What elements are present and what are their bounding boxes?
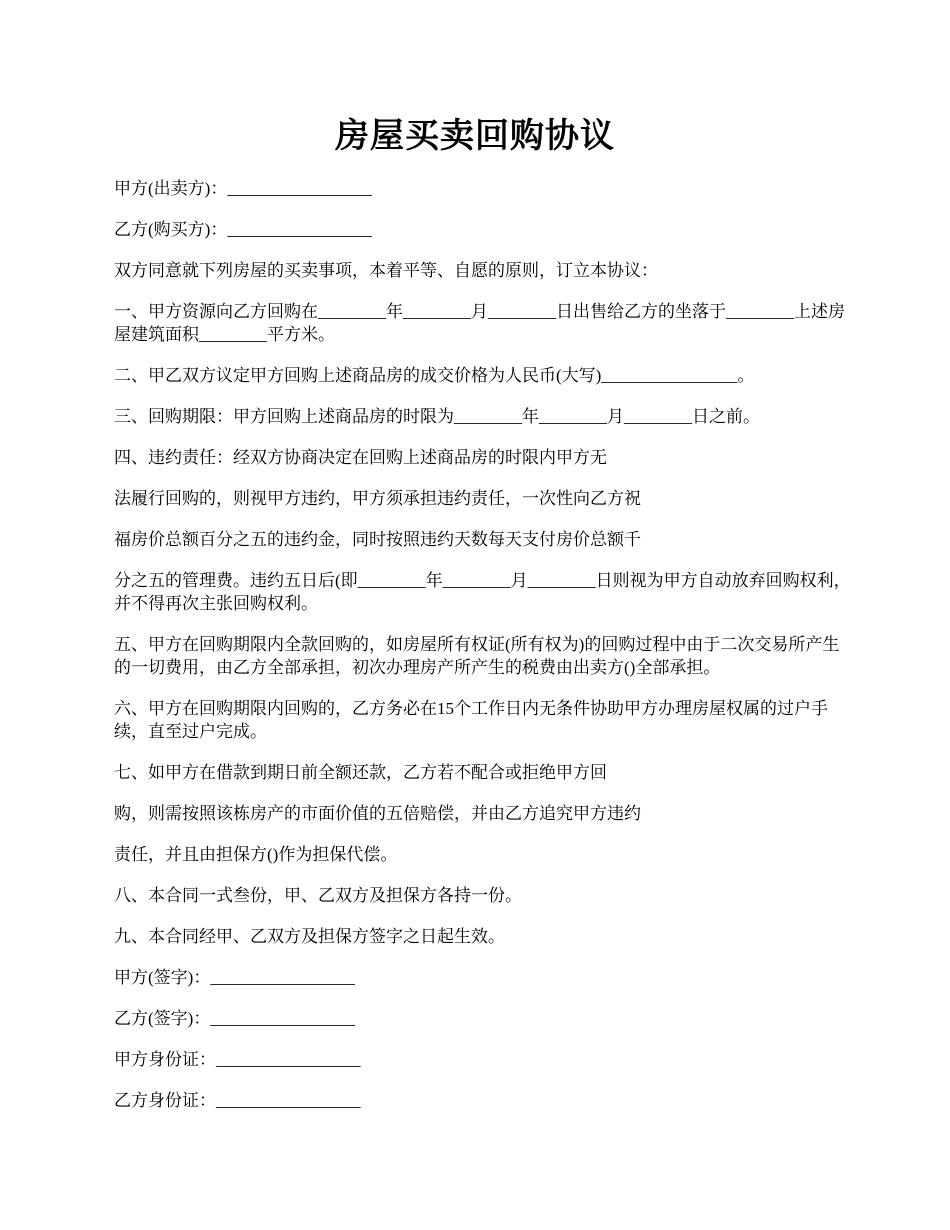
seller-line: 甲方(出卖方)：_________________	[114, 179, 372, 198]
clause-4-line-2: 法履行回购的，则视甲方违约，甲方须承担违约责任，一次性向乙方祝	[114, 489, 641, 508]
party-a-signature-line: 甲方(签字)：_________________	[114, 968, 355, 987]
intro-paragraph: 双方同意就下列房屋的买卖事项，本着平等、自愿的原则，订立本协议：	[114, 261, 658, 280]
document-body	[114, 177, 854, 1130]
clause-4-line-1: 四、违约责任：经双方协商决定在回购上述商品房的时限内甲方无	[114, 448, 607, 467]
clause-1: 一、甲方资源向乙方回购在________年________月________日出售给乙方的坐落于________上述房屋建筑面积________平方米。	[114, 302, 845, 344]
party-b-signature-line: 乙方(签字)：_________________	[114, 1009, 355, 1028]
party-b-id-line: 乙方身份证：_________________	[114, 1091, 361, 1110]
party-a-id-line: 甲方身份证：_________________	[114, 1050, 361, 1069]
buyer-line: 乙方(购买方)：_________________	[114, 220, 372, 239]
clause-7-line-3: 责任，并且由担保方()作为担保代偿。	[114, 845, 398, 864]
clause-2: 二、甲乙双方议定甲方回购上述商品房的成交价格为人民币(大写)________________。	[114, 366, 755, 385]
clause-9: 九、本合同经甲、乙双方及担保方签字之日起生效。	[114, 927, 505, 946]
document-title: 房屋买卖回购协议	[335, 118, 615, 155]
clause-5: 五、甲方在回购期限内全款回购的，如房屋所有权证(所有权为)的回购过程中由于二次交易所产生的一切费用，由乙方全部承担，初次办理房产所产生的税费由出卖方()全部承担。	[114, 635, 840, 677]
clause-4-line-4: 分之五的管理费。违约五日后(即________年________月________日则视为甲方自动放弃回购权利，并不得再次主张回购权利。	[114, 571, 851, 613]
clause-6: 六、甲方在回购期限内回购的，乙方务必在15个工作日内无条件协助甲方办理房屋权属的过户手续，直至过户完成。	[114, 699, 828, 741]
clause-8: 八、本合同一式叁份，甲、乙双方及担保方各持一份。	[114, 886, 522, 905]
clause-3: 三、回购期限：甲方回购上述商品房的时限为________年________月________日之前。	[114, 407, 760, 426]
clause-4-line-3: 福房价总额百分之五的违约金，同时按照违约天数每天支付房价总额千	[114, 530, 641, 549]
clause-7-line-2: 购，则需按照该栋房产的市面价值的五倍赔偿，并由乙方追究甲方违约	[114, 804, 641, 823]
clause-7-line-1: 七、如甲方在借款到期日前全额还款，乙方若不配合或拒绝甲方回	[114, 763, 607, 782]
